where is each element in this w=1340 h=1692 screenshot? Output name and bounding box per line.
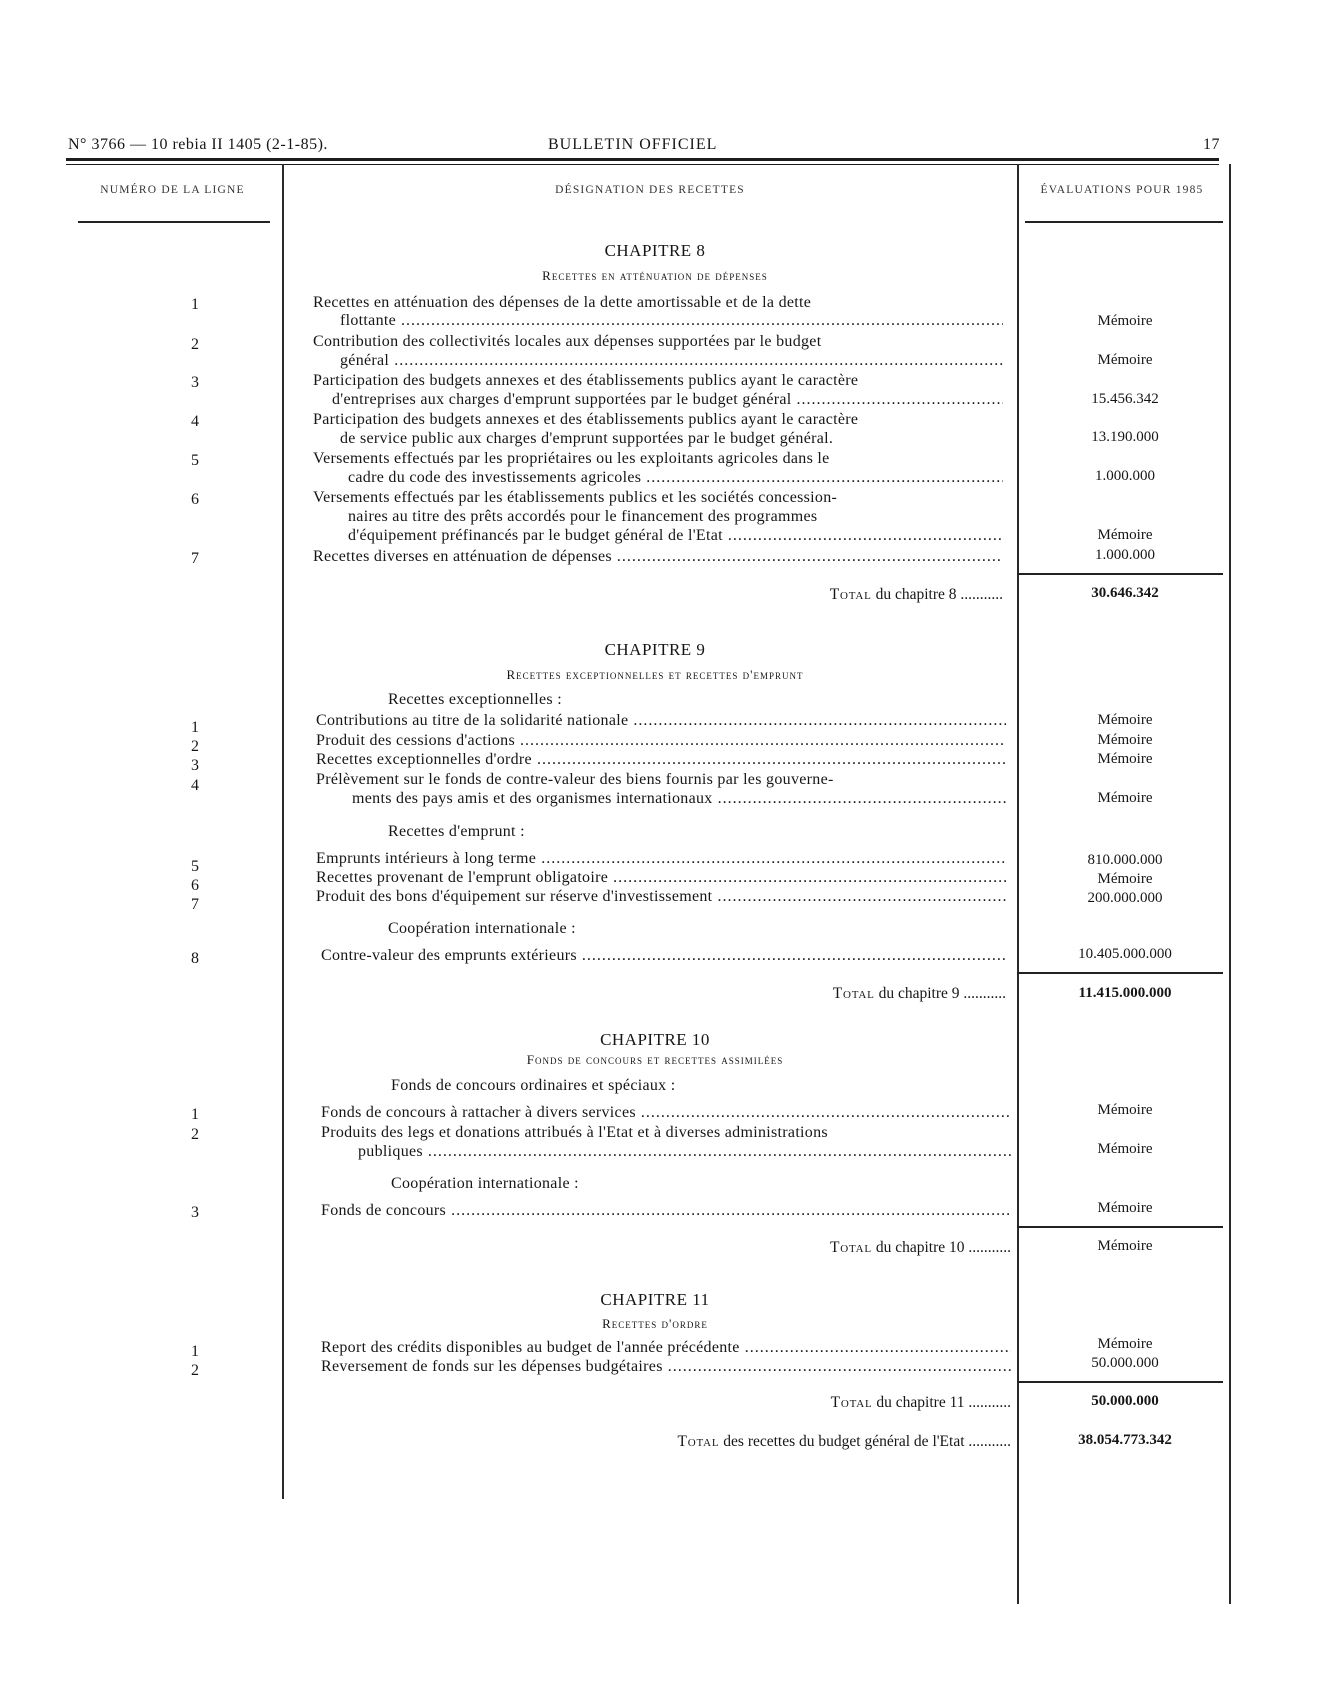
line-number: 7 [191, 550, 199, 567]
evaluation-amount: Mémoire [1097, 313, 1153, 329]
designation-text: Contribution des collectivités locales aux dépenses supportées par le budget [313, 333, 822, 350]
line-number: 1 [191, 1106, 199, 1123]
grand-total-label: Total des recettes du budget général de l'Etat ........... [677, 1433, 1011, 1450]
designation-text: Fonds de concours à rattacher à divers services ..... [321, 1104, 1011, 1122]
chapter-9-title: CHAPITRE 9 [604, 640, 706, 659]
section-heading: Recettes exceptionnelles : [388, 691, 562, 708]
chapter-8-total-label: Total du chapitre 8 ........... [829, 586, 1003, 603]
designation-text: Reversement de fonds sur les dépenses budgétaires ..... [321, 1358, 1011, 1376]
publication-title: BULLETIN OFFICIEL [548, 136, 718, 153]
chapter-9-subtitle: Recettes exceptionnelles et recettes d'emprunt [506, 667, 804, 682]
section-heading: Fonds de concours ordinaires et spéciaux : [391, 1077, 676, 1094]
designation-text: d'équipement préfinancés par le budget général de l'Etat ..... [348, 527, 1003, 545]
designation-text: Contre-valeur des emprunts extérieurs ..... [321, 947, 1006, 965]
page-border-right [1229, 164, 1231, 1604]
header-rule-thin [66, 164, 1219, 165]
designation-text: Produit des bons d'équipement sur réserve d'investissement ..... [316, 888, 1006, 906]
designation-text: Recettes en atténuation des dépenses de la dette amortissable et de la dette [313, 294, 812, 311]
evaluation-amount: 1.000.000 [1095, 468, 1155, 484]
line-number: 1 [191, 719, 199, 736]
line-number: 3 [191, 374, 199, 391]
evaluation-amount: Mémoire [1097, 871, 1153, 887]
evaluation-amount: Mémoire [1097, 712, 1153, 728]
designation-text: Fonds de concours ..... [321, 1202, 1011, 1220]
designation-text: publiques ..... [358, 1143, 1011, 1161]
evaluation-amount: Mémoire [1097, 352, 1153, 368]
designation-text: Recettes diverses en atténuation de dépenses ..... [313, 548, 1003, 566]
column-header-designation: DÉSIGNATION DES RECETTES [555, 184, 745, 196]
evaluation-amount: Mémoire [1097, 732, 1153, 748]
designation-text: Contributions au titre de la solidarité nationale ..... [316, 712, 1006, 730]
subtotal-rule [1017, 972, 1223, 974]
line-number: 3 [191, 757, 199, 774]
designation-text: général ..... [340, 352, 1003, 370]
chapter-11-title: CHAPITRE 11 [600, 1290, 710, 1309]
evaluation-amount: 13.190.000 [1091, 429, 1159, 445]
chapter-10-total-label: Total du chapitre 10 ........... [830, 1239, 1011, 1256]
designation-text: Produits des legs et donations attribués à l'Etat et à diverses administrations [321, 1124, 828, 1141]
chapter-8-subtitle: Recettes en atténuation de dépenses [542, 268, 768, 283]
evaluation-amount: Mémoire [1097, 1102, 1153, 1118]
line-number: 7 [191, 896, 199, 913]
line-number: 4 [191, 413, 199, 430]
evaluation-amount: 10.405.000.000 [1078, 946, 1172, 962]
line-number: 4 [191, 777, 199, 794]
evaluation-amount: 1.000.000 [1095, 547, 1155, 563]
chapter-11-total-amount: 50.000.000 [1091, 1393, 1159, 1409]
evaluation-amount: Mémoire [1097, 790, 1153, 806]
evaluation-amount: Mémoire [1097, 1336, 1153, 1352]
designation-text: d'entreprises aux charges d'emprunt supportées par le budget général ..... [332, 391, 1003, 409]
line-number: 2 [191, 1362, 199, 1379]
page-number: 17 [1203, 136, 1220, 153]
subtotal-rule [1017, 1226, 1223, 1228]
line-number: 2 [191, 1126, 199, 1143]
chapter-10-subtitle: Fonds de concours et recettes assimilées [526, 1052, 784, 1067]
section-heading: Recettes d'emprunt : [388, 823, 525, 840]
subtotal-rule [1017, 1381, 1223, 1383]
designation-text: Versements effectués par les établissements publics et les sociétés concession- [313, 489, 838, 506]
line-number: 6 [191, 491, 199, 508]
designation-text: Participation des budgets annexes et des établissements publics ayant le caractère [313, 411, 859, 428]
evaluation-amount: Mémoire [1097, 1141, 1153, 1157]
section-heading: Coopération internationale : [388, 920, 576, 937]
column-header-number: NUMÉRO DE LA LIGNE [100, 184, 245, 196]
header-rule-thick [66, 158, 1219, 161]
evaluation-amount: Mémoire [1097, 1200, 1153, 1216]
designation-text: Prélèvement sur le fonds de contre-valeur des biens fournis par les gouverne- [316, 771, 834, 788]
designation-text: Report des crédits disponibles au budget de l'année précédente ..... [321, 1339, 1011, 1357]
designation-text: Emprunts intérieurs à long terme ..... [316, 850, 1006, 868]
evaluation-amount: 50.000.000 [1091, 1355, 1159, 1371]
column-header-underline [1025, 221, 1223, 223]
evaluation-amount: 15.456.342 [1091, 391, 1159, 407]
chapter-8-title: CHAPITRE 8 [604, 241, 706, 260]
chapter-9-total-label: Total du chapitre 9 ........... [832, 985, 1006, 1002]
evaluation-amount: 200.000.000 [1087, 890, 1163, 906]
chapter-10-title: CHAPITRE 10 [600, 1030, 710, 1049]
column-divider-right [1017, 164, 1019, 1604]
column-header-evaluation: ÉVALUATIONS POUR 1985 [1040, 184, 1204, 196]
evaluation-amount: Mémoire [1097, 527, 1153, 543]
designation-text: ments des pays amis et des organismes internationaux ..... [352, 790, 1006, 808]
line-number: 2 [191, 336, 199, 353]
designation-text: Versements effectués par les propriétaires ou les exploitants agricoles dans le [313, 450, 830, 467]
designation-text: Participation des budgets annexes et des établissements publics ayant le caractère [313, 372, 859, 389]
chapter-9-total-amount: 11.415.000.000 [1078, 985, 1172, 1001]
grand-total-amount: 38.054.773.342 [1078, 1432, 1172, 1448]
evaluation-amount: Mémoire [1097, 751, 1153, 767]
line-number: 5 [191, 858, 199, 875]
chapter-8-total-amount: 30.646.342 [1091, 585, 1159, 601]
designation-text: de service public aux charges d'emprunt supportées par le budget général. [340, 430, 834, 447]
designation-text: cadre du code des investissements agricoles ..... [348, 469, 1003, 487]
designation-text: flottante ..... [340, 312, 1003, 330]
line-number: 5 [191, 452, 199, 469]
column-header-underline [78, 221, 270, 223]
issue-reference: N° 3766 — 10 rebia II 1405 (2-1-85). [68, 136, 328, 153]
subtotal-rule [1017, 573, 1223, 575]
line-number: 6 [191, 877, 199, 894]
line-number: 2 [191, 738, 199, 755]
designation-text: Recettes provenant de l'emprunt obligatoire ..... [316, 869, 1006, 887]
line-number: 8 [191, 950, 199, 967]
line-number: 3 [191, 1204, 199, 1221]
designation-text: Produit des cessions d'actions ..... [316, 732, 1006, 750]
line-number: 1 [191, 1343, 199, 1360]
section-heading: Coopération internationale : [391, 1175, 579, 1192]
line-number: 1 [191, 296, 199, 313]
chapter-10-total-amount: Mémoire [1097, 1238, 1153, 1254]
chapter-11-total-label: Total du chapitre 11 ........... [830, 1394, 1011, 1411]
column-divider-left [282, 164, 284, 1499]
designation-text: naires au titre des prêts accordés pour le financement des programmes [348, 508, 818, 525]
designation-text: Recettes exceptionnelles d'ordre ..... [316, 751, 1006, 769]
evaluation-amount: 810.000.000 [1087, 852, 1163, 868]
chapter-11-subtitle: Recettes d'ordre [602, 1316, 708, 1331]
